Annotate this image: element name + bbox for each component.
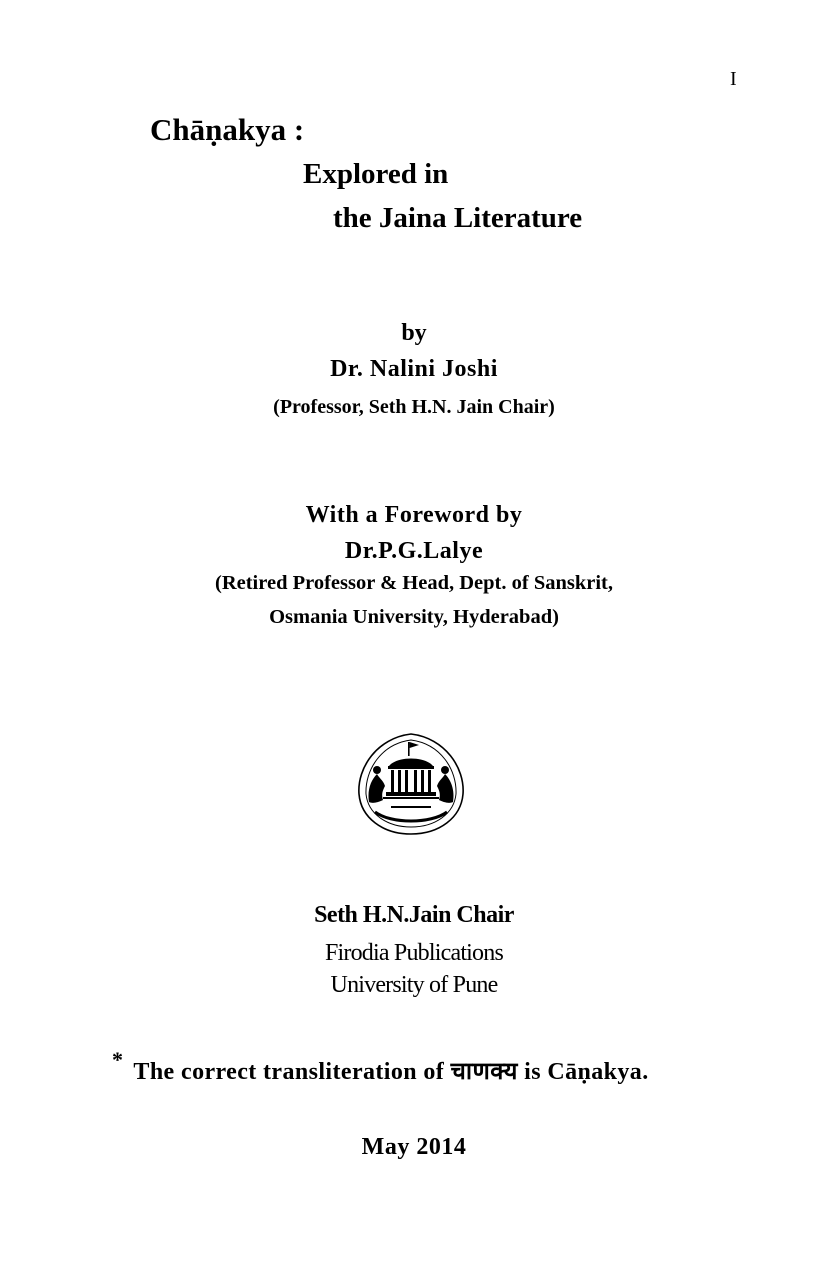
footnote-marker: * (112, 1047, 124, 1072)
byline-by: by (401, 320, 427, 346)
publisher-line-1: Seth H.N.Jain Chair (314, 902, 514, 928)
foreword-role-line-2: Osmania University, Hyderabad) (269, 606, 559, 628)
title-line-2: Explored in (303, 158, 449, 190)
author-role: (Professor, Seth H.N. Jain Chair) (273, 396, 555, 418)
foreword-author: Dr.P.G.Lalye (344, 538, 484, 564)
publisher-line-2: Firodia Publications (325, 940, 503, 966)
title-line-3: the Jaina Literature (333, 202, 583, 234)
author-name: Dr. Nalini Joshi (330, 356, 498, 382)
foreword-label: With a Foreword by (305, 502, 523, 528)
publication-date: May 2014 (361, 1134, 467, 1160)
footnote (112, 1047, 649, 1087)
page-number: I (730, 68, 737, 90)
foreword-role-line-1: (Retired Professor & Head, Dept. of Sanskrit, (215, 572, 613, 594)
university-seal-icon (355, 728, 467, 840)
footnote-text: The correct transliteration of चाणक्य is Cāṇakya. (133, 1059, 649, 1085)
title-line-1: Chāṇakya : (150, 112, 305, 147)
publisher-line-3: University of Pune (330, 972, 498, 998)
